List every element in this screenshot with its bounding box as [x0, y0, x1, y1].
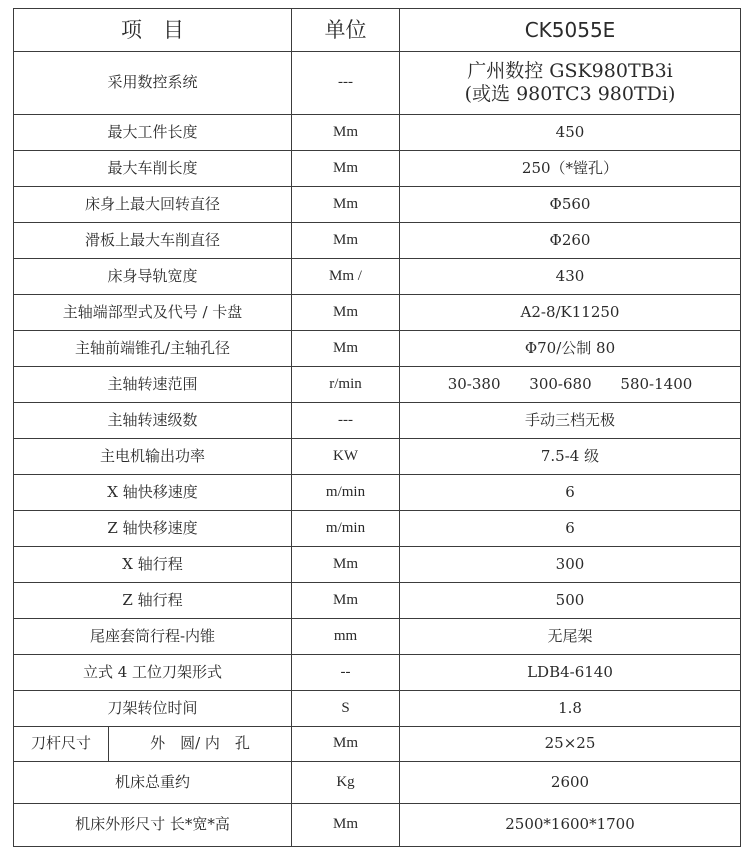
row-label: 床身导轨宽度	[14, 259, 292, 295]
table-row	[14, 187, 741, 223]
table-row	[14, 331, 741, 367]
row-label: X 轴行程	[14, 547, 292, 583]
table-row	[14, 403, 741, 439]
header-row	[14, 9, 741, 52]
row-value: 25×25	[400, 727, 741, 762]
row-value: A2-8/K11250	[400, 295, 741, 331]
row-label: 主轴前端锥孔/主轴孔径	[14, 331, 292, 367]
table-row	[14, 655, 741, 691]
table-row	[14, 439, 741, 475]
row-unit: Mm	[292, 187, 400, 223]
row-label: 尾座套筒行程-内锥	[14, 619, 292, 655]
row-label: 最大工件长度	[14, 115, 292, 151]
table-row	[14, 259, 741, 295]
row-label: 主轴端部型式及代号 / 卡盘	[14, 295, 292, 331]
row-unit: --	[292, 655, 400, 691]
header-item: 项 目	[14, 9, 292, 52]
row-value: 430	[400, 259, 741, 295]
table-row	[14, 151, 741, 187]
row-value: Φ260	[400, 223, 741, 259]
row-label: 采用数控系统	[14, 52, 292, 115]
row-value: 无尾架	[400, 619, 741, 655]
row-unit: KW	[292, 439, 400, 475]
row-value: 2500*1600*1700	[400, 804, 741, 847]
row-value	[400, 367, 741, 403]
table-row	[14, 762, 741, 804]
row-unit: m/min	[292, 511, 400, 547]
table-row	[14, 223, 741, 259]
row-unit: ---	[292, 52, 400, 115]
row-label: 立式 4 工位刀架形式	[14, 655, 292, 691]
row-value: 手动三档无极	[400, 403, 741, 439]
row-value: 500	[400, 583, 741, 619]
table-row	[14, 583, 741, 619]
row-label: Z 轴快移速度	[14, 511, 292, 547]
header-model: CK5055E	[400, 9, 741, 52]
table-row	[14, 475, 741, 511]
control-system-line2: (或选 980TC3 980TDi)	[464, 83, 676, 105]
row-value: 1.8	[400, 691, 741, 727]
row-value: Φ70/公制 80	[400, 331, 741, 367]
row-label: 床身上最大回转直径	[14, 187, 292, 223]
row-label: X 轴快移速度	[14, 475, 292, 511]
row-unit: r/min	[292, 367, 400, 403]
tool-shank-sublabel: 外 圆/ 内 孔	[109, 727, 292, 762]
speed-range-2: 300-680	[529, 374, 592, 393]
table-row	[14, 727, 741, 762]
row-value: Φ560	[400, 187, 741, 223]
speed-range-3: 580-1400	[620, 374, 693, 393]
row-label: 滑板上最大车削直径	[14, 223, 292, 259]
table-row	[14, 115, 741, 151]
table-row	[14, 52, 741, 115]
table-row	[14, 367, 741, 403]
row-value: 6	[400, 475, 741, 511]
row-value	[400, 52, 741, 115]
row-unit: Mm	[292, 727, 400, 762]
row-unit: m/min	[292, 475, 400, 511]
control-system-line1: 广州数控 GSK980TB3i	[467, 60, 673, 83]
row-label: 机床外形尺寸 长*宽*高	[14, 804, 292, 847]
row-unit: ---	[292, 403, 400, 439]
row-value: 2600	[400, 762, 741, 804]
row-label: 刀架转位时间	[14, 691, 292, 727]
header-unit: 单位	[292, 9, 400, 52]
row-unit: Mm	[292, 223, 400, 259]
table-row	[14, 804, 741, 847]
row-unit: Mm	[292, 804, 400, 847]
row-label: Z 轴行程	[14, 583, 292, 619]
row-label: 机床总重约	[14, 762, 292, 804]
tool-shank-label: 刀杆尺寸	[14, 727, 109, 762]
table-row	[14, 511, 741, 547]
row-unit: Mm	[292, 547, 400, 583]
row-unit: Mm	[292, 331, 400, 367]
row-value: 250（*镗孔）	[400, 151, 741, 187]
row-label: 主电机输出功率	[14, 439, 292, 475]
row-unit: Mm	[292, 583, 400, 619]
row-unit: Mm	[292, 115, 400, 151]
row-label: 主轴转速级数	[14, 403, 292, 439]
row-value: 7.5-4 级	[400, 439, 741, 475]
row-unit: Mm /	[292, 259, 400, 295]
row-label: 主轴转速范围	[14, 367, 292, 403]
row-unit: S	[292, 691, 400, 727]
row-value: 300	[400, 547, 741, 583]
row-unit: Mm	[292, 295, 400, 331]
spec-table	[13, 8, 741, 847]
row-value: 450	[400, 115, 741, 151]
row-unit: mm	[292, 619, 400, 655]
speed-range-1: 30-380	[447, 374, 501, 393]
row-label: 最大车削长度	[14, 151, 292, 187]
row-value: LDB4-6140	[400, 655, 741, 691]
table-row	[14, 547, 741, 583]
row-unit: Mm	[292, 151, 400, 187]
table-row	[14, 619, 741, 655]
table-row	[14, 295, 741, 331]
table-row	[14, 691, 741, 727]
row-unit: Kg	[292, 762, 400, 804]
row-value: 6	[400, 511, 741, 547]
